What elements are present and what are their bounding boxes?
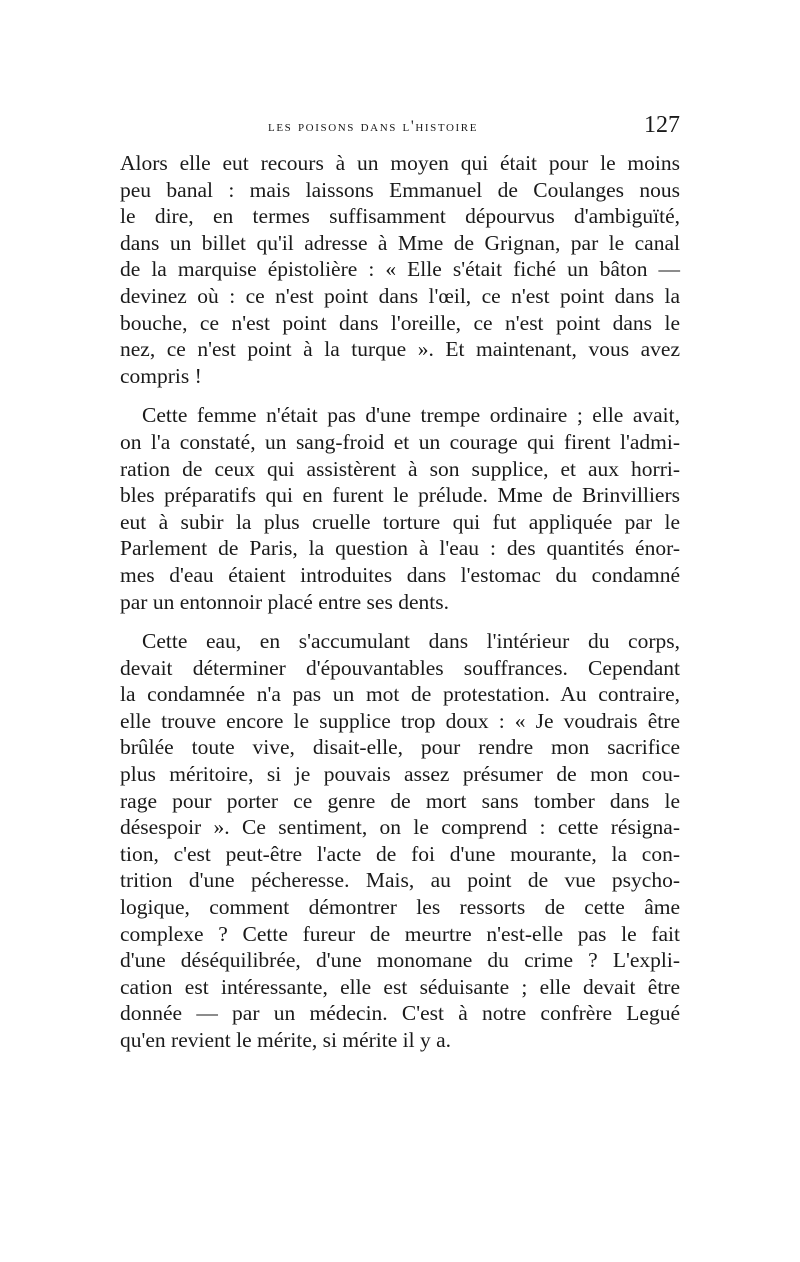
running-title: les poisons dans l'histoire: [268, 118, 479, 135]
text-line: donnée — par un médecin. C'est à notre confrère Legué: [120, 1001, 680, 1026]
text-line: plus méritoire, si je pouvais assez présumer de mon cou-: [120, 762, 680, 787]
text-line: par un entonnoir placé entre ses dents.: [120, 589, 449, 614]
text-line: d'une déséquilibrée, d'une monomane du crime ? L'expli-: [120, 948, 680, 973]
text-line: la condamnée n'a pas un mot de protestation. Au contraire,: [120, 682, 680, 707]
text-line: compris !: [120, 363, 202, 388]
text-line: eut à subir la plus cruelle torture qui fut appliquée par le: [120, 509, 680, 534]
text-line: tion, c'est peut-être l'acte de foi d'une mourante, la con-: [120, 841, 680, 866]
book-page: [120, 112, 680, 1067]
paragraph-1: [120, 150, 680, 389]
text-line: Alors elle eut recours à un moyen qui était pour le moins: [120, 151, 680, 175]
text-line: Cette femme n'était pas d'une trempe ordinaire ; elle avait,: [142, 403, 680, 428]
text-line: Parlement de Paris, la question à l'eau : des quantités énor-: [120, 536, 680, 561]
text-line: dans un billet qu'il adresse à Mme de Grignan, par le canal: [120, 230, 680, 255]
text-line: nez, ce n'est point à la turque ». Et maintenant, vous avez: [120, 337, 680, 362]
text-line: désespoir ». Ce sentiment, on le comprend : cette résigna-: [120, 815, 680, 840]
text-line: qu'en revient le mérite, si mérite il y a.: [120, 1028, 452, 1052]
text-line: bles préparatifs qui en furent le prélude. Mme de Brinvilliers: [120, 483, 680, 508]
paragraph-3: [120, 628, 680, 1054]
text-line: trition d'une pécheresse. Mais, au point de vue psycho-: [120, 868, 680, 893]
text-line: on l'a constaté, un sang-froid et un courage qui firent l'admi-: [120, 429, 680, 454]
text-line: devinez où : ce n'est point dans l'œil, ce n'est point dans la: [120, 283, 680, 308]
text-line: bouche, ce n'est point dans l'oreille, ce n'est point dans le: [120, 310, 680, 335]
text-line: cation est intéressante, elle est séduisante ; elle devait être: [120, 974, 680, 999]
text-line: ration de ceux qui assistèrent à son supplice, et aux horri-: [120, 456, 680, 481]
text-line: elle trouve encore le supplice trop doux : « Je voudrais être: [120, 708, 680, 733]
text-line: devait déterminer d'épouvantables souffrances. Cependant: [120, 655, 680, 680]
text-line: rage pour porter ce genre de mort sans tomber dans le: [120, 788, 680, 813]
text-line: brûlée toute vive, disait-elle, pour rendre mon sacrifice: [120, 735, 680, 760]
text-line: le dire, en termes suffisamment dépourvus d'ambiguïté,: [120, 204, 680, 229]
paragraph-2: [120, 402, 680, 615]
text-line: logique, comment démontrer les ressorts de cette âme: [120, 895, 680, 920]
text-line: de la marquise épistolière : « Elle s'était fiché un bâton —: [120, 257, 680, 282]
text-line: mes d'eau étaient introduites dans l'estomac du condamné: [120, 562, 680, 587]
text-line: complexe ? Cette fureur de meurtre n'est-elle pas le fait: [120, 921, 680, 946]
text-line: peu banal : mais laissons Emmanuel de Coulanges nous: [120, 177, 680, 202]
running-head: [120, 112, 680, 146]
text-line: Cette eau, en s'accumulant dans l'intérieur du corps,: [142, 629, 680, 654]
page-number: 127: [644, 112, 680, 138]
